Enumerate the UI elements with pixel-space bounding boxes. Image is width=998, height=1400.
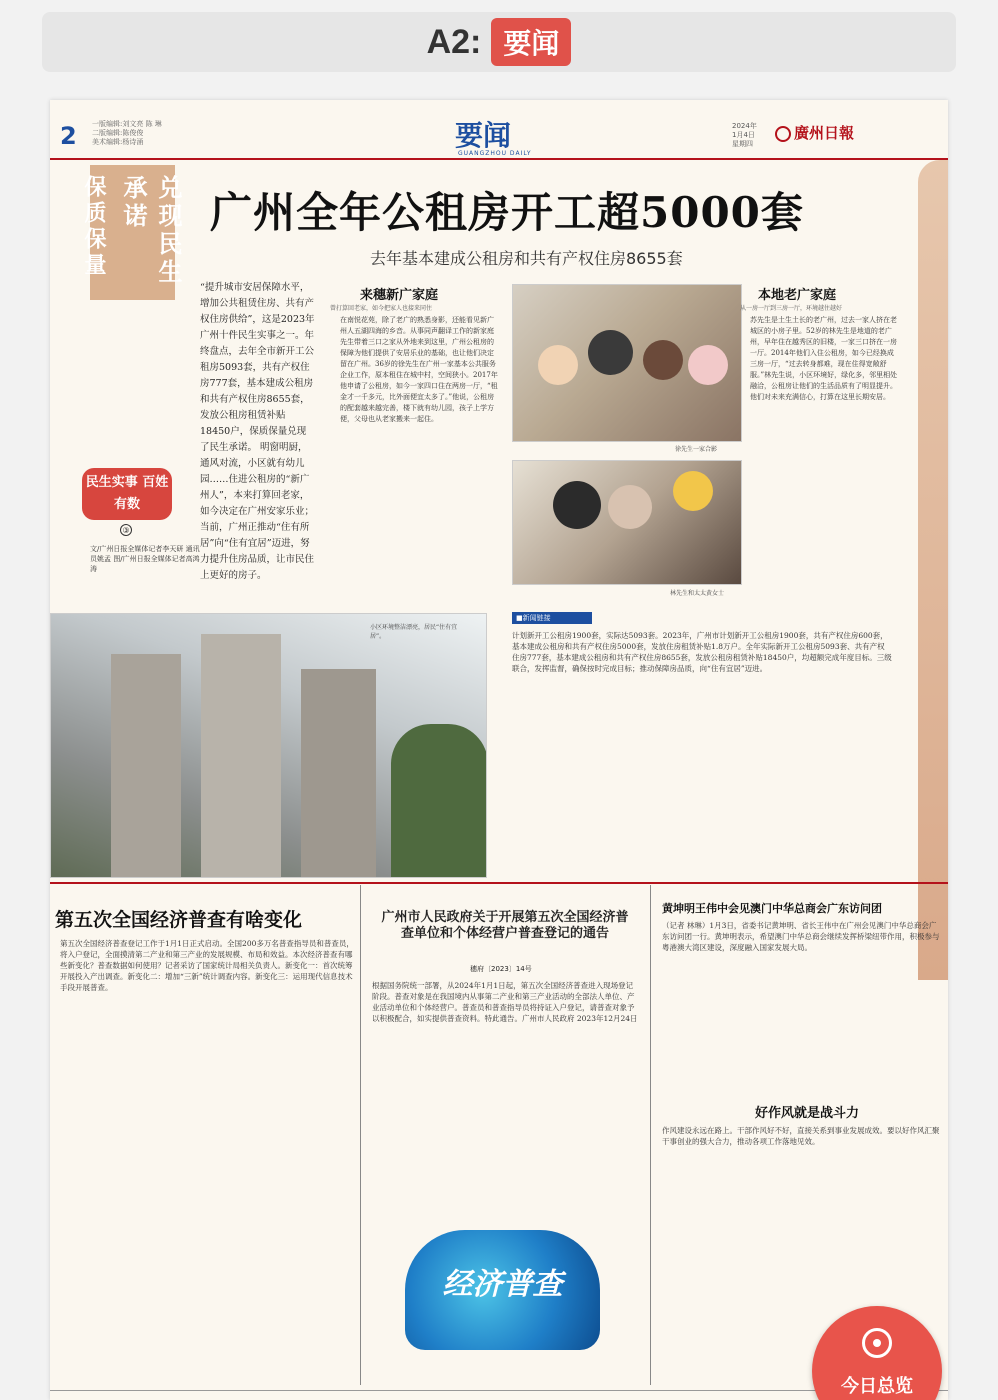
- today-overview-label: 今日总览: [841, 1376, 913, 1397]
- census-article-title[interactable]: 第五次全国经济普查有啥变化: [55, 909, 303, 931]
- banner-col-2: 保质保量: [81, 175, 107, 279]
- building: [111, 654, 181, 878]
- commentary-text: 作风建设永远在路上。干部作风好不好，直接关系到事业发展成效。要以好作风汇聚干事创业的强大合力，推动各项工作落地见效。: [662, 1126, 940, 1146]
- viewer-toolbar: [42, 12, 956, 72]
- local-section-title: 本地老广家庭: [758, 288, 837, 303]
- commentary-title[interactable]: 好作风就是战斗力: [755, 1106, 860, 1121]
- figure: [588, 330, 633, 375]
- masthead-en: GUANGZHOU DAILY: [458, 150, 532, 157]
- logo-text: 廣州日報: [794, 124, 855, 142]
- column-rule: [650, 885, 651, 1385]
- local-text: 苏先生是土生土长的老广州，过去一家人挤在老城区的小房子里。52岁的林先生是地道的老广州，早年住在越秀区的旧楼，一家三口挤在一房一厅。2014年他们入住公租房，如今已经换成三房一厅，“过去转身都难，现在住得宽敞舒服。”林先生说，小区环境好，绿化多，邻里相处融洽，公租房让他们的生活品质有了明显提升。他们对未来充满信心，打算在这里长期安居。: [750, 316, 898, 401]
- local-section-sub: 从一房一厅到三房一厅，环境越住越好: [740, 305, 843, 312]
- decorative-band: [918, 160, 948, 980]
- editor-credits: 一版编辑:刘文亮 陈 琳 二版编辑:陈俊俊 美术编辑:杨诗涌: [92, 120, 162, 146]
- notice-number: 穗府〔2023〕14号: [470, 965, 532, 973]
- section-divider: [50, 882, 948, 884]
- logo-icon: [775, 126, 791, 142]
- series-logo: 民生实事 百姓有数: [82, 468, 172, 520]
- photo1-caption: 徐先生一家合影: [675, 446, 718, 453]
- page-code: A2:: [426, 22, 482, 61]
- reporter-credits: 文/广州日报全媒体记者李天研 通讯员姚孟 图/广州日报全媒体记者高鸿涛: [90, 545, 200, 573]
- housing-photo-caption: 小区环境整洁漂亮，居民“住有宜居”。: [370, 624, 458, 640]
- notice-title[interactable]: 广州市人民政府关于开展第五次全国经济普查单位和个体经营户普查登记的通告: [381, 910, 629, 941]
- series-number: ③: [120, 524, 132, 536]
- page-header: [50, 100, 948, 160]
- family-photo-2[interactable]: [512, 460, 742, 585]
- notice-text: 根据国务院统一部署，从2024年1月1日起，第五次全国经济普查进入现场登记阶段。普查对象是在我国境内从事第二产业和第三产业活动的全部法人单位、产业活动单位和个体经营户。普查员和普查指导员将持证入户登记，请普查对象予以积极配合，如实提供普查资料。特此通告。广州市人民政府 2023年12月24日: [372, 981, 638, 1023]
- figure: [643, 340, 683, 380]
- building: [201, 634, 281, 878]
- eye-icon: [862, 1328, 892, 1358]
- housing-photo[interactable]: [50, 613, 487, 878]
- economic-census-banner: 经济普查: [405, 1230, 600, 1350]
- figure: [538, 345, 578, 385]
- trees: [391, 724, 487, 878]
- section-masthead: 要闻: [455, 119, 512, 152]
- issue-date: 2024年 1月4日 星期四: [732, 122, 757, 148]
- figure: [553, 481, 601, 529]
- figure: [608, 485, 652, 529]
- photo2-caption: 林先生和太太黄女士: [670, 590, 725, 597]
- census-article-text: 第五次全国经济普查登记工作于1月1日正式启动。全国200多万名普查指导员和普查员，将入户登记，全面摸清第二产业和第三产业的发展规模、布局和效益。本次经济普查有哪些新变化？普查数据如何使用？记者采访了国家统计局相关负责人。新变化一：首次统筹开展投入产出调查。新变化二：增加“三新”统计调查内容。新变化三：运用现代信息技术手段开展普查。: [60, 939, 354, 992]
- newcomer-section-title: 来穗新广家庭: [360, 288, 439, 303]
- newspaper-logo: [775, 122, 854, 143]
- vertical-banner: [81, 165, 183, 300]
- flowers: [673, 471, 713, 511]
- newcomer-section-sub: 曾打算回老家，如今把家人也接来同住: [330, 305, 433, 312]
- main-headline[interactable]: 广州全年公租房开工超5000套: [210, 188, 804, 237]
- building: [301, 669, 376, 878]
- newcomer-text: 在南悦花苑，除了老广的熟悉身影，还能看见新广州人五湖四海的乡音。从事同声翻译工作的新家庭先生带着三口之家从外地来到这里，广州公租房的保障为他们提供了安居乐业的基础，也让他们决定留在广州。36岁的徐先生在广州一家基本公共服务企业工作，原本租住在城中村，空间狭小。2017年他申请了公租房，如今一家四口住在两房一厅，“租金才一千多元，比外面便宜太多了。”他说，公租房的配套越来越完善，楼下就有幼儿园，孩子上学方便，父母也从老家搬来一起住。: [340, 316, 498, 423]
- meeting-article-text: （记者 林琳）1月3日，省委书记黄坤明、省长王伟中在广州会见澳门中华总商会广东访问团一行。黄坤明表示，希望澳门中华总商会继续发挥桥梁纽带作用，积极参与粤港澳大湾区建设，深度融入国家发展大局。: [662, 921, 940, 952]
- main-subhead: 去年基本建成公租房和共有产权住房8655套: [370, 249, 683, 268]
- lead-paragraph: “提升城市安居保障水平，增加公共租赁住房、共有产权住房供给”，这是2023年广州十件民生实事之一。年终盘点，去年全市新开工公租房5093套，共有产权住房777套，基本建成公租房和共有产权住房8655套，发放公租房租赁补贴18450户，保质保量兑现了民生承诺。 明窗明厨，通风对流，小区就有幼儿园……住进公租房的“新广州人”，本来打算回老家，如今决定在广州安家乐业；当前，广州正推动“住有所居”向“住有宜居”迈进，努力提升住房品质，让市民住上更好的房子。: [200, 282, 315, 581]
- meeting-article-title[interactable]: 黄坤明王伟中会见澳门中华总商会广东访问团: [662, 902, 882, 915]
- column-rule: [360, 885, 361, 1385]
- section-badge[interactable]: 要闻: [491, 18, 571, 66]
- info-box-text: 计划新开工公租房1900套，实际达5093套。2023年，广州市计划新开工公租房1900套，共有产权住房600套，基本建成公租房和共有产权住房5000套，发放住房租赁补贴1.8万户。全年实际新开工公租房5093套、共有产权住房777套，基本建成公租房和共有产权住房8655套，发放公租房租赁补贴18450户，均超额完成年度目标。三级联合，发挥监督，确保按时完成目标；推动保障房品质，向“住有宜居”迈进。: [512, 631, 892, 673]
- banner-col-1: 兑现民生承诺: [119, 175, 183, 287]
- info-box-head: ■新闻链接: [512, 612, 592, 624]
- figure: [688, 345, 728, 385]
- page-number: 2: [60, 122, 77, 150]
- family-photo-1[interactable]: [512, 284, 742, 442]
- newspaper-page[interactable]: [50, 100, 948, 1400]
